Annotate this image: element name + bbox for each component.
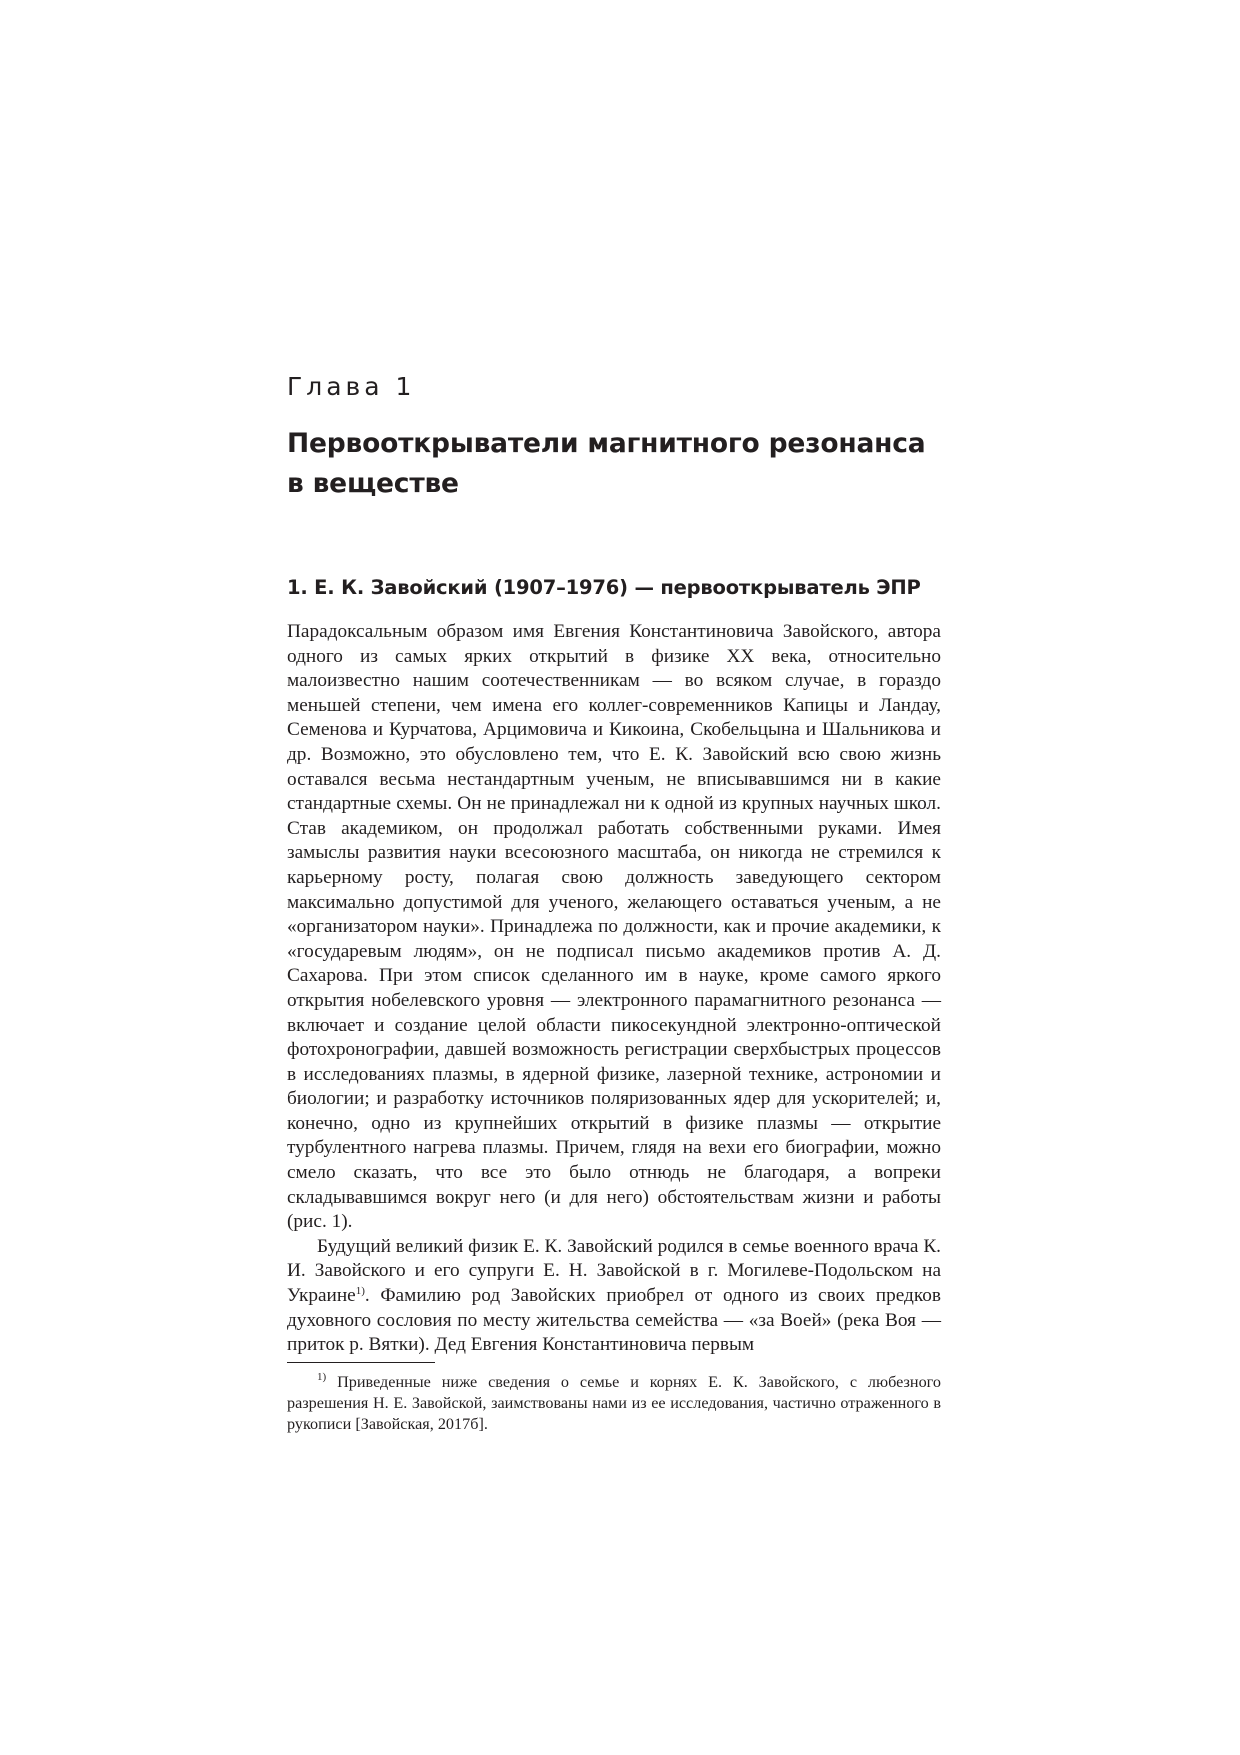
book-page: [287, 0, 941, 1755]
body-text: [287, 620, 941, 1358]
footnote: [287, 1372, 941, 1435]
chapter-title-line-2: в веществе: [287, 468, 459, 499]
section-title: 1. Е. К. Завойский (1907–1976) — первооткрыватель ЭПР: [287, 576, 921, 599]
chapter-title: [287, 424, 947, 504]
paragraph-2-text-a: Будущий великий физик Е. К. Завойский родился в семье военного врача К. И. Завойского и его супруги Е. Н. Завойской в г. Могилеве-Подольском на Украине: [287, 1235, 941, 1307]
footnote-body: Приведенные ниже сведения о семье и корнях Е. К. Завойского, с любезного разрешения Н. Е. Завойской, заимствованы нами из ее исследования, частично отраженного в рукописи [Завойская, 2017б].: [287, 1373, 941, 1433]
paragraph-2-text-b: . Фамилию род Завойских приобрел от одного из своих предков духовного сословия по месту жительства семейства — «за Воей» (река Воя — приток р. Вятки). Дед Евгения Константиновича первым: [287, 1285, 941, 1356]
footnote-divider: [287, 1362, 435, 1363]
chapter-label: Глава 1: [287, 372, 416, 401]
footnote-reference[interactable]: 1): [355, 1285, 365, 1298]
paragraph-1: Парадоксальным образом имя Евгения Константиновича Завойского, автора одного из самых ярких открытий в физике XX века, относительно малоизвестно нашим соотечественникам — во всяком случае, в гораздо меньшей степени, чем имена его коллег-современников Капицы и Ландау, Семенова и Курчатова, Арцимовича и Кикоина, Скобельцына и Шальникова и др. Возможно, это обусловлено тем, что Е. К. Завойский всю свою жизнь оставался весьма нестандартным ученым, не вписывавшимся ни в какие стандартные схемы. Он не принадлежал ни к одной из крупных научных школ. Став академиком, он продолжал работать собственными руками. Имея замыслы развития науки всесоюзного масштаба, он никогда не стремился к карьерному росту, полагая свою должность заведующего сектором максимально допустимой для ученого, желающего оставаться ученым, а не «организатором науки». Принадлежа по должности, как и прочие академики, к «государевым людям», он не подписал письмо академиков против А. Д. Сахарова. При этом список сделанного им в науке, кроме самого яркого открытия нобелевского уровня — электронного парамагнитного резонанса — включает и создание целой области пикосекундной электронно-оптической фотохронографии, давшей возможность регистрации сверхбыстрых процессов в исследованиях плазмы, в ядерной физике, лазерной технике, астрономии и биологии; и разработку источников поляризованных ядер для ускорителей; и, конечно, одно из крупнейших открытий в физике плазмы — открытие турбулентного нагрева плазмы. Причем, глядя на вехи его биографии, можно смело сказать, что все это было отнюдь не благодаря, а вопреки складывавшимся вокруг него (и для него) обстоятельствам жизни и работы (рис. 1).: [287, 621, 941, 1233]
paragraph-2: [287, 1235, 941, 1358]
footnote-text: [287, 1372, 941, 1435]
footnote-marker: 1): [317, 1371, 327, 1383]
chapter-title-line-1: Первооткрыватели магнитного резонанса: [287, 428, 926, 459]
